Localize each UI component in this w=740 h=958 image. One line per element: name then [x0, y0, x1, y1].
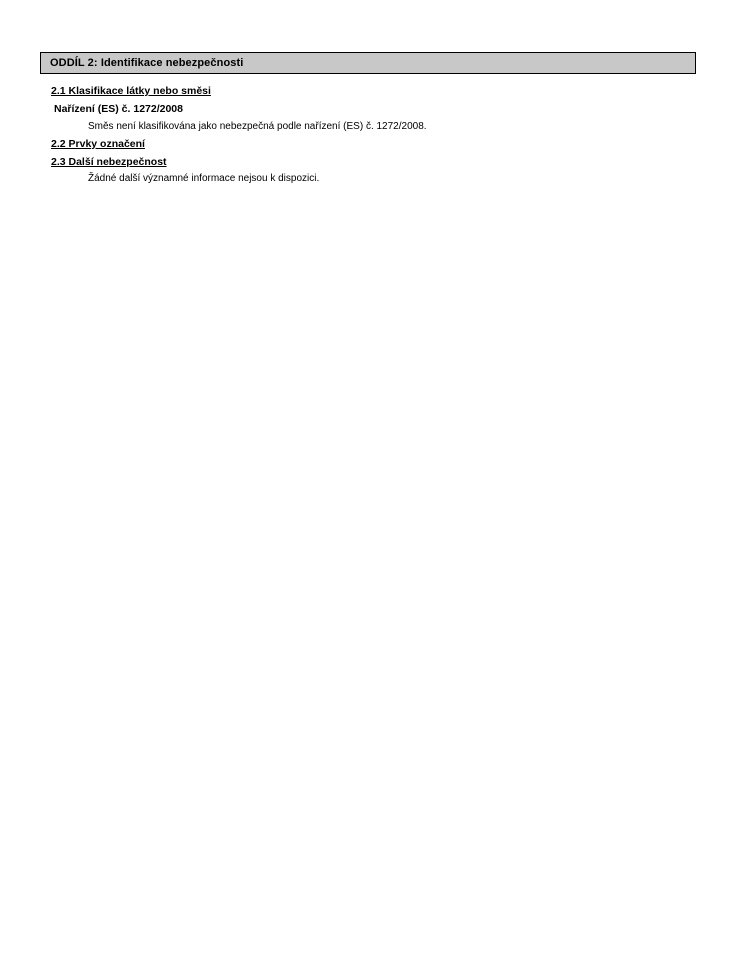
section-header-title: ODDÍL 2: Identifikace nebezpečnosti	[50, 57, 244, 69]
subsection-heading-2-2: 2.2 Prvky označení	[51, 138, 145, 150]
subsection-heading-2-1: 2.1 Klasifikace látky nebo směsi	[51, 85, 211, 97]
section-header-banner	[40, 52, 696, 74]
classification-body-text: Směs není klasifikována jako nebezpečná podle nařízení (ES) č. 1272/2008.	[88, 121, 427, 132]
regulation-label-1272-2008: Nařízení (ES) č. 1272/2008	[54, 103, 183, 115]
further-hazards-body-text: Žádné další významné informace nejsou k dispozici.	[88, 173, 320, 184]
subsection-heading-2-3: 2.3 Další nebezpečnost	[51, 156, 167, 168]
